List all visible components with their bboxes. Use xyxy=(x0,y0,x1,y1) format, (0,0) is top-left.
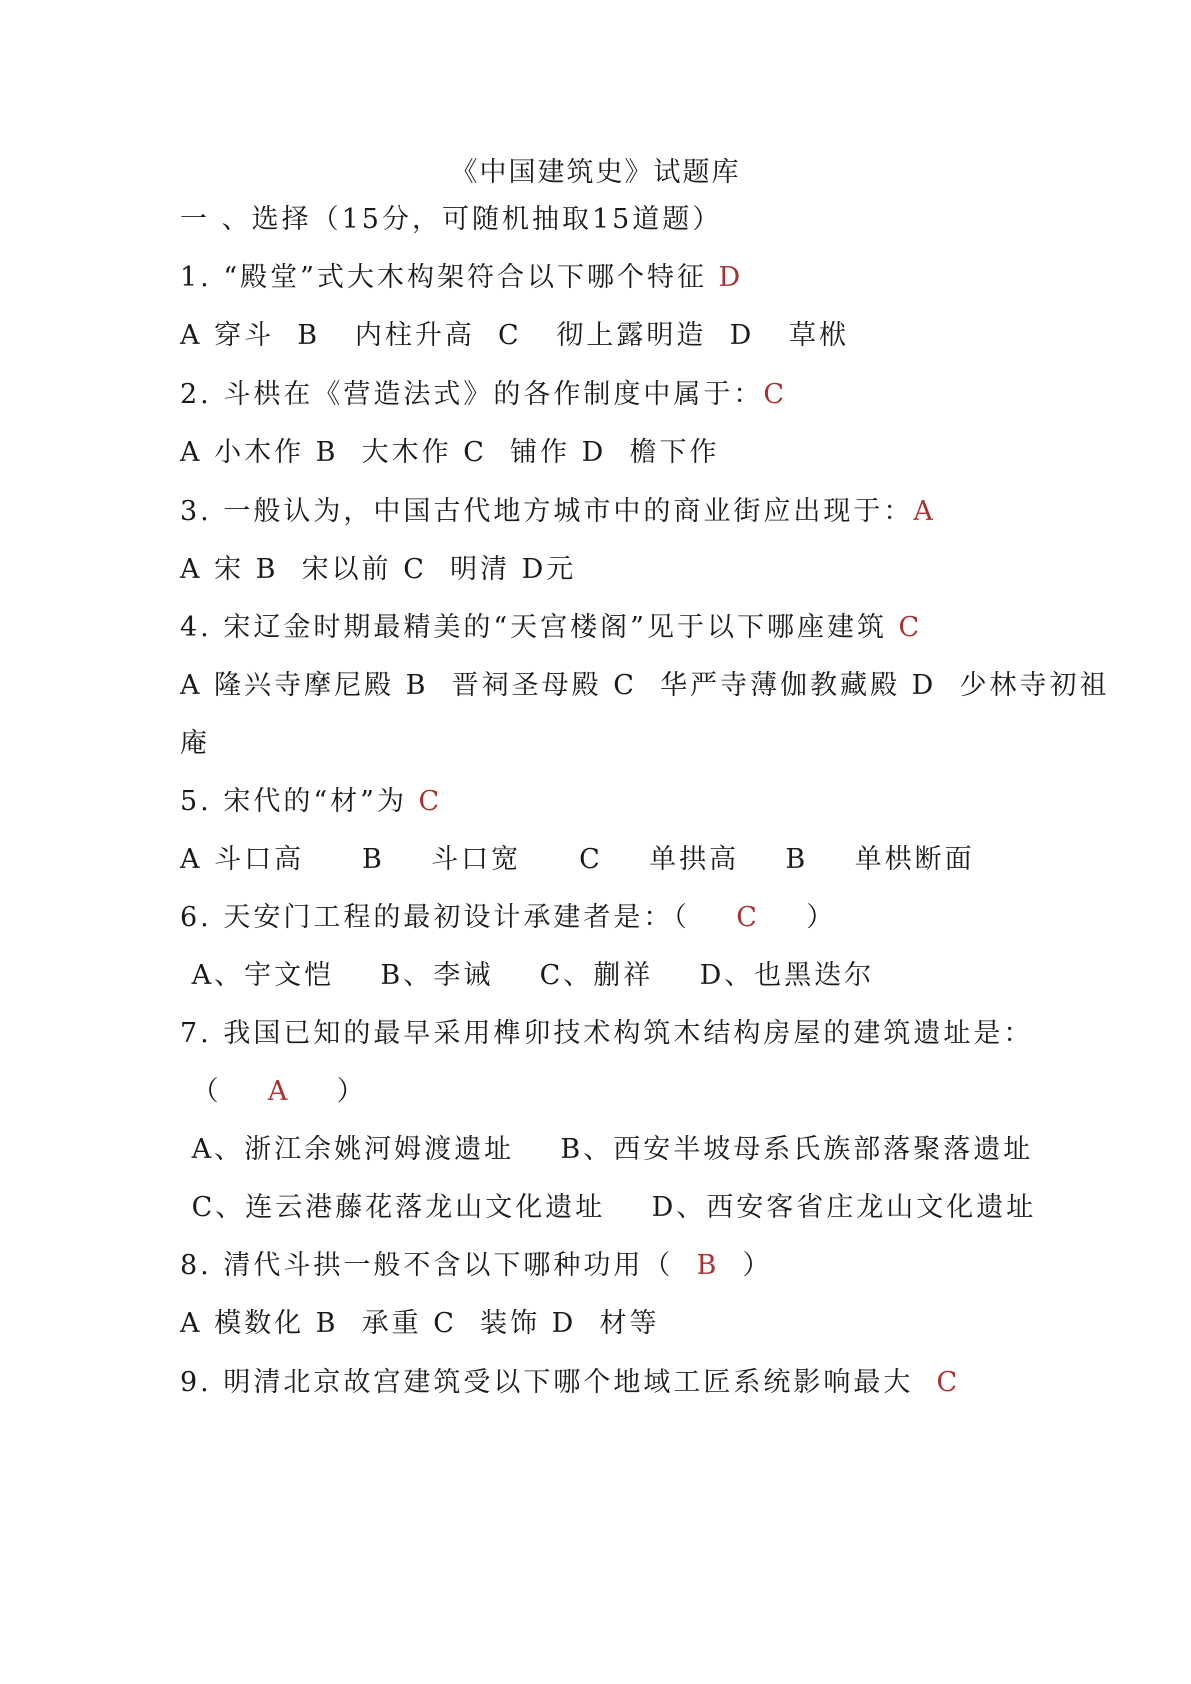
question-options: A 宋 B 宋以前 C 明清 D元 xyxy=(180,554,577,585)
answer-mark: A xyxy=(913,496,936,527)
answer-mark: C xyxy=(763,379,788,410)
question-stem xyxy=(180,1249,773,1283)
question-text: （ xyxy=(180,1076,268,1107)
answer-mark: C xyxy=(418,786,443,817)
question-options: A 小木作 B 大木作 C 铺作 D 檐下作 xyxy=(180,437,720,468)
question-stem xyxy=(180,611,922,645)
question-options: A、浙江余姚河姆渡遗址 B、西安半坡母系氏族部落聚落遗址 xyxy=(180,1134,1034,1165)
question-text: 9. 明清北京故宫建筑受以下哪个地域工匠系统影响最大 xyxy=(180,1367,937,1398)
question-options: A 模数化 B 承重 C 装饰 D 材等 xyxy=(180,1308,660,1339)
question-text-closing: ） xyxy=(290,1076,367,1107)
section-heading: 一 、选择（15分，可随机抽取15道题） xyxy=(180,204,723,235)
question-options: A、宇文恺 B、李诫 C、蒯祥 D、也黑迭尔 xyxy=(180,960,875,991)
question-text-closing: ） xyxy=(719,1250,773,1281)
question-stem xyxy=(180,1366,960,1400)
question-text: 2. 斗栱在《营造法式》的各作制度中属于： xyxy=(180,379,764,410)
question-text: 1. “殿堂”式大木构架符合以下哪个特征 xyxy=(180,262,719,293)
question-stem: 7. 我国已知的最早采用榫卯技术构筑木结构房屋的建筑遗址是： xyxy=(180,1018,1034,1049)
question-stem xyxy=(180,495,936,529)
question-text: 4. 宋辽金时期最精美的“天宫楼阁”见于以下哪座建筑 xyxy=(180,612,899,643)
answer-mark: C xyxy=(936,1367,961,1398)
question-text-closing: ） xyxy=(759,902,837,933)
question-options-continued: 庵 xyxy=(180,728,210,759)
question-text: 8. 清代斗拱一般不含以下哪种功用（ xyxy=(180,1250,697,1281)
question-stem xyxy=(180,901,836,935)
answer-mark: C xyxy=(736,902,760,933)
question-options: A 穿斗 B 内柱升高 C 彻上露明造 D 草栿 xyxy=(180,320,849,351)
answer-blank xyxy=(180,1075,367,1109)
question-stem xyxy=(180,378,787,412)
question-text: 6. 天安门工程的最初设计承建者是：（ xyxy=(180,902,737,933)
question-text: 3. 一般认为，中国古代地方城市中的商业街应出现于： xyxy=(180,496,914,527)
answer-mark: B xyxy=(696,1250,720,1281)
document-title: 《中国建筑史》试题库 xyxy=(450,157,741,188)
question-options: A 斗口高 B 斗口宽 C 单拱高 B 单栱断面 xyxy=(180,844,975,875)
answer-mark: C xyxy=(898,612,923,643)
answer-mark: D xyxy=(718,262,744,293)
question-options: A 隆兴寺摩尼殿 B 晋祠圣母殿 C 华严寺薄伽教藏殿 D 少林寺初祖 xyxy=(180,670,1110,701)
question-stem xyxy=(180,261,743,295)
question-text: 5. 宋代的“材”为 xyxy=(180,786,419,817)
question-stem xyxy=(180,785,442,819)
answer-mark: A xyxy=(267,1076,291,1107)
question-options: C、连云港藤花落龙山文化遗址 D、西安客省庄龙山文化遗址 xyxy=(180,1192,1037,1223)
